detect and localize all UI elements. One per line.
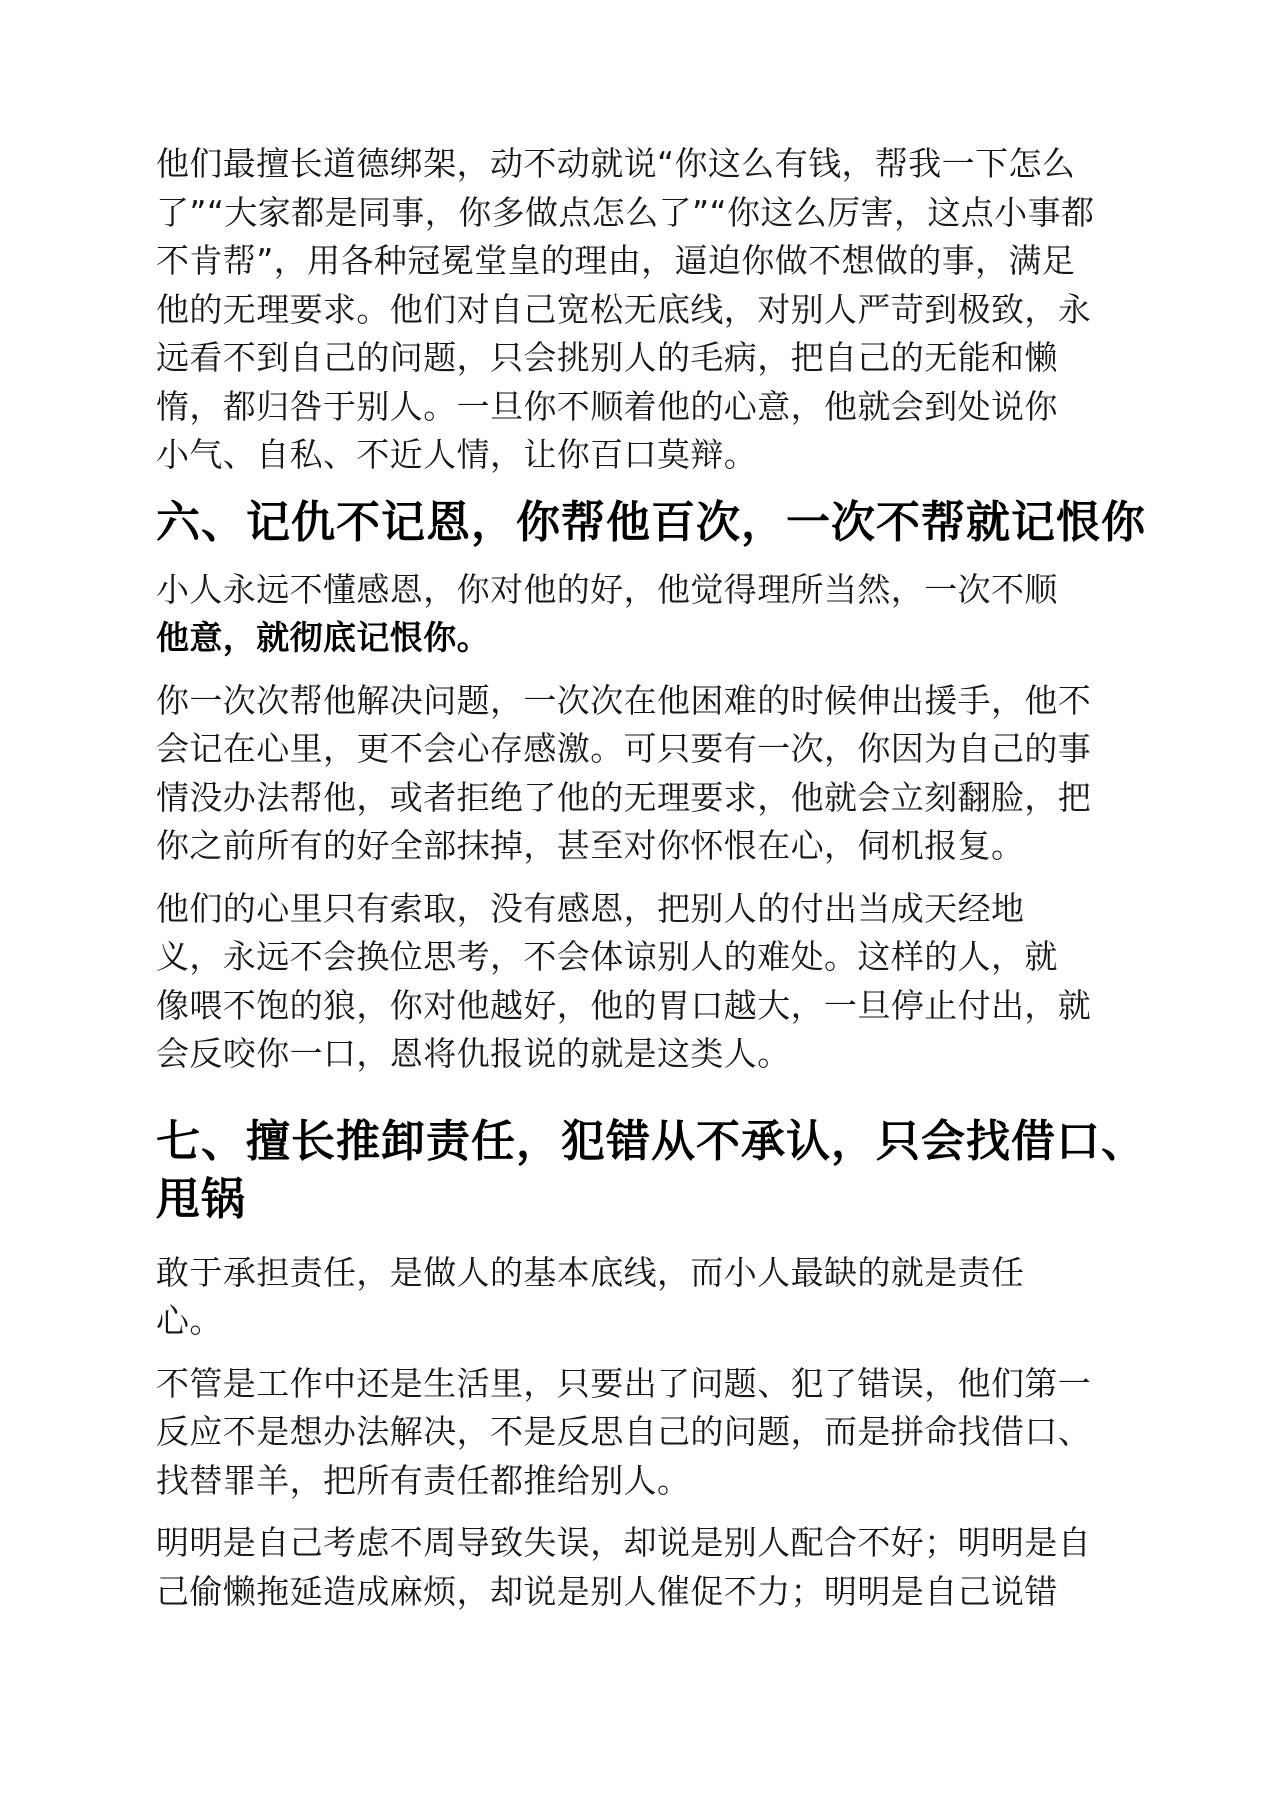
spacer xyxy=(156,1079,1126,1113)
text-line: 己偷懒拖延造成麻烦，却说是别人催促不力；明明是自己说错 xyxy=(156,1571,1058,1611)
spacer xyxy=(156,552,1126,566)
text-line: 反应不是想办法解决，不是反思自己的问题，而是拼命找借口、 xyxy=(156,1412,1092,1451)
text-line: 你之前所有的好全部抹掉，甚至对你怀恨在心，伺机报复。 xyxy=(156,826,1025,865)
text-line: 他们的心里只有索取，没有感恩，把别人的付出当成天经地 xyxy=(156,888,1025,928)
text-line: 像喂不饱的狼，你对他越好，他的胃口越大，一旦停止付出，就 xyxy=(156,985,1092,1025)
text-line: 远看不到自己的问题，只会挑别人的毛病，把自己的无能和懒 xyxy=(156,338,1058,377)
spacer xyxy=(156,1229,1126,1249)
text-line: 找替罪羊，把所有责任都推给别人。 xyxy=(156,1460,691,1500)
spacer xyxy=(156,1346,1126,1360)
paragraph-only-taking xyxy=(156,885,1126,1079)
text-line: 义，永远不会换位思考，不会体谅别人的难处。这样的人，就 xyxy=(156,937,1058,976)
text-line: 不管是工作中还是生活里，只要出了问题、犯了错误，他们第一 xyxy=(156,1363,1092,1403)
section-heading-six xyxy=(156,494,1146,552)
text-line: 会记在心里，更不会心存感激。可只要有一次，你因为自己的事 xyxy=(156,729,1092,768)
text-line: 明明是自己考虑不周导致失误，却说是别人配合不好；明明是自 xyxy=(156,1523,1092,1562)
text-line: 敢于承担责任，是做人的基本底线，而小人最缺的就是责任 xyxy=(156,1252,1025,1292)
spacer xyxy=(156,1505,1126,1519)
paragraph-responsibility xyxy=(156,1249,1126,1346)
spacer xyxy=(156,663,1126,677)
article-body xyxy=(156,140,1146,1616)
section-heading-seven xyxy=(156,1113,1146,1229)
text-line: 你一次次帮他解决问题，一次次在他困难的时候伸出援手，他不 xyxy=(156,680,1092,720)
text-line: 了”“大家都是同事，你多做点怎么了”“你这么厉害，这点小事都 xyxy=(156,192,1095,232)
text-line: 他的无理要求。他们对自己宽松无底线，对别人严苛到极致，永 xyxy=(156,289,1092,329)
heading-line: 七、擅长推卸责任，犯错从不承认，只会找借口、 xyxy=(156,1115,1146,1167)
heading-line: 六、记仇不记恩，你帮他百次，一次不帮就记恨你 xyxy=(156,496,1146,548)
spacer xyxy=(156,871,1126,885)
paragraph-moral-blackmail xyxy=(156,140,1126,480)
spacer xyxy=(156,480,1126,494)
text-line: 他们最擅长道德绑架，动不动就说“你这么有钱，帮我一下怎么 xyxy=(156,144,1076,183)
paragraph-blame-others xyxy=(156,1519,1126,1616)
text-line: 小人永远不懂感恩，你对他的好，他觉得理所当然，一次不顺 xyxy=(156,569,1058,609)
text-line: 不肯帮”，用各种冠冕堂皇的理由，逼迫你做不想做的事，满足 xyxy=(156,241,1076,280)
paragraph-excuses xyxy=(156,1360,1126,1506)
heading-line: 甩锅 xyxy=(156,1173,246,1225)
text-line: 小气、自私、不近人情，让你百口莫辩。 xyxy=(156,435,758,474)
paragraph-ungrateful xyxy=(156,566,1126,663)
text-line: 惰，都归咎于别人。一旦你不顺着他的心意，他就会到处说你 xyxy=(156,386,1058,426)
text-line: 情没办法帮他，或者拒绝了他的无理要求，他就会立刻翻脸，把 xyxy=(156,777,1092,817)
text-line: 会反咬你一口，恩将仇报说的就是这类人。 xyxy=(156,1034,791,1073)
bold-text-line: 他意，就彻底记恨你。 xyxy=(156,618,490,657)
text-line: 心。 xyxy=(156,1301,223,1340)
paragraph-help-forgotten xyxy=(156,677,1126,871)
